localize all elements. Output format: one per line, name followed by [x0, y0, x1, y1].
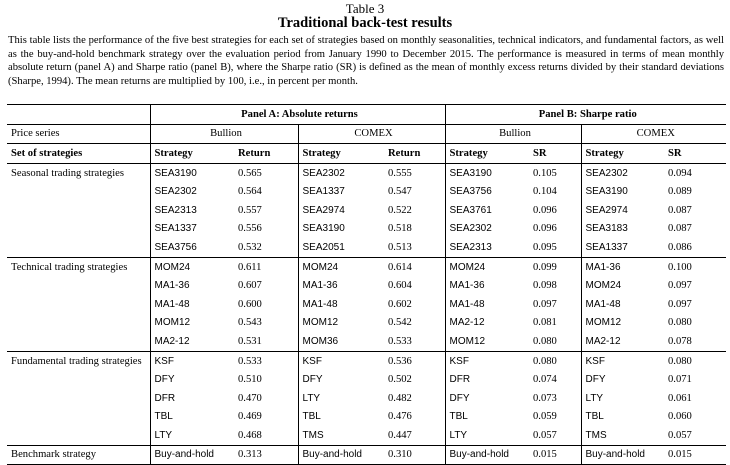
value-cell: 0.469	[238, 411, 262, 423]
col-header: Strategy	[150, 144, 234, 164]
value-cell: 0.080	[533, 335, 557, 347]
strategy-set-label: Fundamental trading strategies	[7, 351, 150, 370]
strategy-cell: SEA3190	[298, 220, 384, 239]
value-cell: 0.313	[234, 445, 298, 465]
strategy-cell: LTY	[298, 389, 384, 408]
strategy-cell: SEA2313	[445, 238, 529, 257]
strategy-cell: MA1-48	[581, 295, 664, 314]
empty-cell	[7, 220, 150, 239]
table-row	[7, 295, 726, 314]
empty-cell	[7, 314, 150, 333]
value-cell: 0.097	[533, 298, 557, 310]
strategy-cell: TBL	[581, 408, 664, 427]
col-header: Return	[234, 144, 298, 164]
value-cell: 0.556	[238, 223, 262, 235]
table-row	[7, 445, 726, 465]
strategy-cell: SEA2051	[298, 238, 384, 257]
value-cell: 0.532	[238, 241, 262, 253]
strategy-cell: MOM12	[581, 314, 664, 333]
value-cell: 0.078	[668, 335, 692, 347]
value-cell: 0.105	[533, 167, 557, 179]
panel-a-header: Panel A: Absolute returns	[150, 105, 445, 125]
strategy-cell: SEA2302	[150, 182, 234, 201]
value-cell: 0.098	[533, 280, 557, 292]
strategy-cell: DFR	[150, 389, 234, 408]
value-cell: 0.600	[238, 298, 262, 310]
table-row	[7, 220, 726, 239]
empty-cell	[7, 426, 150, 445]
value-cell: 0.611	[234, 257, 298, 276]
strategy-cell: MA2-12	[581, 332, 664, 351]
strategy-cell: SEA2302	[298, 163, 384, 182]
empty-cell	[7, 295, 150, 314]
strategy-cell: MOM24	[150, 257, 234, 276]
value-cell: 0.502	[388, 374, 412, 386]
value-cell: 0.057	[533, 429, 557, 441]
value-cell: 0.542	[388, 317, 412, 329]
value-cell: 0.096	[533, 204, 557, 216]
strategy-cell: MOM24	[581, 276, 664, 295]
empty-header-cell	[7, 105, 150, 125]
value-cell: 0.099	[529, 257, 581, 276]
strategy-cell: SEA2974	[581, 201, 664, 220]
strategy-cell: DFY	[150, 370, 234, 389]
strategy-cell: MOM12	[298, 314, 384, 333]
strategy-cell: SEA2302	[581, 163, 664, 182]
strategy-cell: MOM12	[445, 332, 529, 351]
value-cell: 0.476	[388, 411, 412, 423]
value-cell: 0.510	[238, 374, 262, 386]
strategy-cell: TBL	[445, 408, 529, 427]
strategy-cell: DFY	[298, 370, 384, 389]
strategy-set-label: Seasonal trading strategies	[11, 167, 124, 179]
value-cell: 0.604	[388, 280, 412, 292]
value-cell: 0.447	[388, 429, 412, 441]
strategy-set-label: Benchmark strategy	[7, 445, 150, 465]
value-cell: 0.095	[533, 241, 557, 253]
strategy-cell: TBL	[150, 408, 234, 427]
empty-cell	[7, 182, 150, 201]
value-cell: 0.081	[533, 317, 557, 329]
table-title: Traditional back-test results	[277, 15, 453, 31]
strategy-cell: KSF	[150, 351, 234, 370]
strategy-cell: MA1-36	[445, 276, 529, 295]
strategy-cell: SEA2302	[445, 220, 529, 239]
price-series-label: Price series	[7, 124, 150, 144]
value-cell: 0.094	[668, 167, 692, 179]
empty-cell	[7, 276, 150, 295]
col-header: Strategy	[581, 144, 664, 164]
value-cell: 0.073	[533, 392, 557, 404]
strategy-cell: MOM12	[150, 314, 234, 333]
strategy-cell: SEA3183	[581, 220, 664, 239]
value-cell: 0.564	[238, 186, 262, 198]
value-cell: 0.533	[234, 351, 298, 370]
results-table-body	[7, 105, 726, 465]
table-row	[7, 332, 726, 351]
strategy-cell: MA1-36	[298, 276, 384, 295]
value-cell: 0.087	[668, 204, 692, 216]
strategy-cell: DFY	[581, 370, 664, 389]
col-header: Return	[384, 144, 445, 164]
col-header: Strategy	[298, 144, 384, 164]
value-cell: 0.097	[668, 298, 692, 310]
value-cell: 0.470	[238, 392, 262, 404]
value-cell: 0.468	[238, 429, 262, 441]
strategy-cell: SEA3190	[150, 163, 234, 182]
value-cell: 0.060	[668, 411, 692, 423]
table-row	[7, 351, 726, 370]
value-cell: 0.513	[388, 241, 412, 253]
value-cell: 0.547	[388, 186, 412, 198]
empty-cell	[7, 408, 150, 427]
panel-b-header: Panel B: Sharpe ratio	[445, 105, 726, 125]
series-header-row	[7, 124, 726, 144]
value-cell: 0.086	[668, 241, 692, 253]
strategy-cell: LTY	[150, 426, 234, 445]
table-number: Table 3	[345, 1, 385, 16]
strategy-cell: MA1-36	[581, 257, 664, 276]
strategy-cell: MA1-48	[150, 295, 234, 314]
value-cell: 0.089	[668, 186, 692, 198]
strategy-cell: SEA3761	[445, 201, 529, 220]
strategy-cell: SEA1337	[581, 238, 664, 257]
value-cell: 0.097	[668, 280, 692, 292]
value-cell: 0.518	[388, 223, 412, 235]
strategy-cell: Buy-and-hold	[581, 445, 664, 465]
value-cell: 0.080	[664, 351, 726, 370]
strategy-cell: MOM24	[445, 257, 529, 276]
value-cell: 0.061	[668, 392, 692, 404]
empty-cell	[7, 201, 150, 220]
value-cell: 0.565	[238, 167, 262, 179]
strategy-cell: Buy-and-hold	[150, 445, 234, 465]
strategy-cell: SEA3756	[445, 182, 529, 201]
table-row	[7, 238, 726, 257]
value-cell: 0.015	[529, 445, 581, 465]
strategy-cell: SEA3190	[445, 163, 529, 182]
table-row	[7, 314, 726, 333]
strategy-cell: MOM24	[298, 257, 384, 276]
strategy-cell: SEA3756	[150, 238, 234, 257]
strategy-cell: TMS	[298, 426, 384, 445]
strategy-cell: MA1-48	[298, 295, 384, 314]
value-cell: 0.543	[238, 317, 262, 329]
strategy-cell: KSF	[445, 351, 529, 370]
strategy-cell: MA2-12	[445, 314, 529, 333]
value-cell: 0.080	[529, 351, 581, 370]
results-table	[7, 104, 726, 465]
strategy-cell: MOM36	[298, 332, 384, 351]
value-cell: 0.096	[533, 223, 557, 235]
strategy-cell: LTY	[445, 426, 529, 445]
strategy-cell: MA1-48	[445, 295, 529, 314]
series-header-comex-a: COMEX	[298, 124, 445, 144]
value-cell: 0.531	[238, 335, 262, 347]
strategy-cell: KSF	[581, 351, 664, 370]
value-cell: 0.015	[664, 445, 726, 465]
value-cell: 0.071	[668, 374, 692, 386]
value-cell: 0.555	[388, 167, 412, 179]
empty-cell	[7, 332, 150, 351]
strategy-set-label: Technical trading strategies	[7, 257, 150, 276]
value-cell: 0.104	[533, 186, 557, 198]
value-cell: 0.057	[668, 429, 692, 441]
strategy-cell: Buy-and-hold	[298, 445, 384, 465]
table-row	[7, 408, 726, 427]
series-header-bullion-a: Bullion	[150, 124, 298, 144]
value-cell: 0.074	[533, 374, 557, 386]
strategy-cell: LTY	[581, 389, 664, 408]
strategy-cell: TBL	[298, 408, 384, 427]
table-row	[7, 182, 726, 201]
strategy-cell: SEA3190	[581, 182, 664, 201]
table-row	[7, 426, 726, 445]
table-row	[7, 201, 726, 220]
table-row	[7, 370, 726, 389]
strategy-cell: SEA1337	[298, 182, 384, 201]
panel-header-row	[7, 105, 726, 125]
table-description: This table lists the performance of the five best strategies for each set of strategies based on monthly seasonalities, technical indicators, and fundamental factors, as well as the buy-and-hold benchmark strategy over the evaluation period from January 1990 to December 2015. The performance is measured in terms of mean monthly absolute return (panel A) and Sharpe ratio (panel B), where the Sharpe ratio (SR) is defined as the mean of monthly excess returns divided by their standard deviations (Sharpe, 1994). The mean returns are multiplied by 100, i.e., in percent per month.	[8, 35, 724, 87]
strategy-cell: SEA2313	[150, 201, 234, 220]
value-cell: 0.533	[388, 335, 412, 347]
value-cell: 0.310	[384, 445, 445, 465]
empty-cell	[7, 238, 150, 257]
value-cell: 0.059	[533, 411, 557, 423]
table-caption	[0, 0, 730, 31]
value-cell: 0.080	[668, 317, 692, 329]
strategy-cell: TMS	[581, 426, 664, 445]
table-row	[7, 276, 726, 295]
table-row	[7, 389, 726, 408]
value-cell: 0.536	[384, 351, 445, 370]
empty-cell	[7, 389, 150, 408]
table-row	[7, 163, 726, 182]
series-header-comex-b: COMEX	[581, 124, 726, 144]
value-cell: 0.614	[384, 257, 445, 276]
table-row	[7, 257, 726, 276]
value-cell: 0.607	[238, 280, 262, 292]
strategy-cell: MA1-36	[150, 276, 234, 295]
strategy-cell: MA2-12	[150, 332, 234, 351]
series-header-bullion-b: Bullion	[445, 124, 581, 144]
value-cell: 0.557	[238, 204, 262, 216]
strategy-cell: DFR	[445, 370, 529, 389]
value-cell: 0.522	[388, 204, 412, 216]
strategy-cell: Buy-and-hold	[445, 445, 529, 465]
value-cell: 0.482	[388, 392, 412, 404]
value-cell: 0.087	[668, 223, 692, 235]
value-cell: 0.100	[664, 257, 726, 276]
value-cell: 0.602	[388, 298, 412, 310]
strategy-cell: SEA1337	[150, 220, 234, 239]
column-header-row	[7, 144, 726, 164]
set-of-strategies-label: Set of strategies	[7, 144, 150, 164]
strategy-cell: DFY	[445, 389, 529, 408]
empty-cell	[7, 370, 150, 389]
col-header: SR	[529, 144, 581, 164]
col-header: Strategy	[445, 144, 529, 164]
strategy-cell: KSF	[298, 351, 384, 370]
strategy-cell: SEA2974	[298, 201, 384, 220]
col-header: SR	[664, 144, 726, 164]
